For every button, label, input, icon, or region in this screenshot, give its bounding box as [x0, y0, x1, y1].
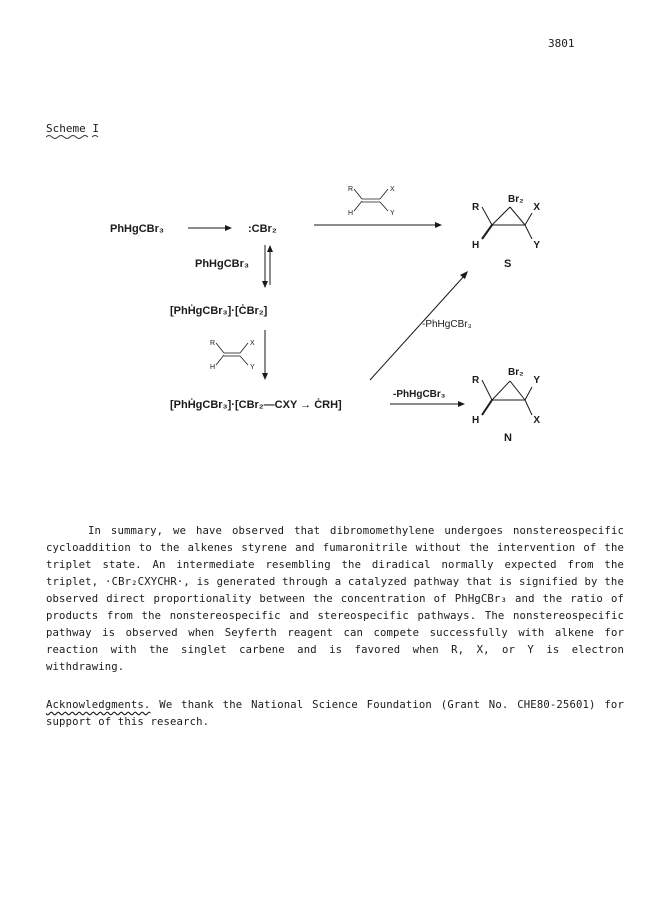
- svg-text:Y: Y: [250, 364, 255, 371]
- svg-text:R: R: [210, 340, 216, 347]
- product-s: [472, 194, 540, 270]
- diradical-pair-label: [PhḢgCBr₃]·[CBr₂—CXY → ĊRH]: [170, 399, 342, 411]
- svg-text:R: R: [472, 202, 480, 213]
- acknowledgments-label: Acknowledgments.: [46, 699, 151, 711]
- svg-text:Y: Y: [533, 375, 540, 386]
- radical-pair-label: [PhḢgCBr₃]·[ĊBr₂]: [170, 305, 268, 317]
- acknowledgments: [46, 697, 624, 731]
- svg-text:R: R: [348, 186, 354, 193]
- svg-text:N: N: [504, 432, 512, 444]
- alkene-side: [210, 340, 255, 371]
- svg-text:Br₂: Br₂: [508, 194, 524, 205]
- svg-text:X: X: [533, 415, 540, 426]
- arrow-to-s-head: [435, 222, 442, 228]
- svg-text:H: H: [472, 415, 480, 426]
- svg-text:X: X: [533, 202, 540, 213]
- scheme-label-text: Scheme I: [46, 122, 99, 135]
- svg-text:S: S: [504, 258, 512, 270]
- elimination-label-diagonal: -PhHgCBr₃: [422, 319, 472, 330]
- product-n: [472, 367, 540, 444]
- reaction-scheme: [100, 175, 540, 465]
- svg-text:H: H: [348, 210, 354, 217]
- alkene-top: [348, 186, 395, 217]
- svg-text:Y: Y: [390, 210, 395, 217]
- vertical-reagent-label: PhHgCBr₃: [195, 258, 249, 270]
- page-number: 3801: [548, 37, 575, 50]
- elimination-label-lower: -PhHgCBr₃: [393, 389, 446, 400]
- svg-text:H: H: [210, 364, 216, 371]
- carbene-label: :CBr₂: [248, 223, 277, 235]
- acknowledgments-text: We thank the National Science Foundation (Grant No. CHE80-25601) for support of this research.: [46, 699, 624, 728]
- svg-text:Y: Y: [533, 240, 540, 251]
- svg-text:X: X: [390, 186, 395, 193]
- svg-text:R: R: [472, 375, 480, 386]
- svg-text:H: H: [472, 240, 480, 251]
- arrow-1-head: [225, 225, 232, 231]
- svg-text:X: X: [250, 340, 255, 347]
- svg-text:Br₂: Br₂: [508, 367, 524, 378]
- summary-paragraph: In summary, we have observed that dibromomethylene undergoes nonstereospecific cycloaddition to the alkenes styrene and fumaronitrile without the intervention of the triplet state. An intermediate resembling the diradical normally expected from the triplet, ·CBr₂CXYCHR·, is generated through a catalyzed pathway that is signified by the observed direct proportionality between the concentration of PhHgCBr₃ and the ratio of products from the nonstereospecific and stereospecific pathways. The nonstereospecific pathway is observed when Seyferth reagent can compete successfully with alkene for reaction with the singlet carbene and is favored when R, X, or Y is electron withdrawing.: [46, 525, 624, 673]
- scheme-label: [46, 122, 102, 140]
- reactant-label: PhHgCBr₃: [110, 223, 164, 235]
